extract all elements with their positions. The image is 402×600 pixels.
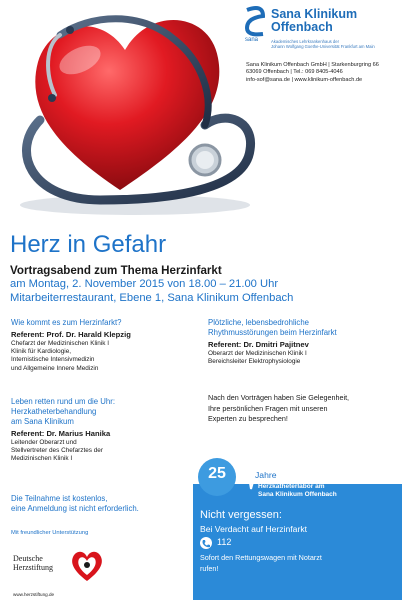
- emergency-number: 112: [217, 537, 232, 547]
- event-subtitle: Vortragsabend zum Thema Herzinfarkt: [10, 264, 222, 277]
- talk-roles: Oberarzt der Medizinischen Klinik I Bereichsleiter Elektrophysiologie: [208, 350, 307, 366]
- talk-roles: Chefarzt der Medizinischen Klinik I Klinik für Kardiologie, Internistische Intensivmedizin und Allgemeine Innere Medizin: [11, 340, 110, 372]
- event-title: Herz in Gefahr: [10, 231, 167, 258]
- clinic-address: Sana Klinikum Offenbach GmbH | Starkenburgring 66 63069 Offenbach | Tel.: 069 8405-4046 info-sof@sana.de | www.klinikum-offenbach.de: [246, 62, 379, 83]
- event-date: am Montag, 2. November 2015 von 18.00 – 21.00 Uhr: [10, 278, 279, 290]
- talk-3: [208, 318, 398, 366]
- talk-2: [11, 397, 191, 464]
- herzstiftung-url: www.herzstiftung.de: [13, 592, 55, 597]
- herzstiftung-name: Deutsche Herzstiftung: [13, 554, 53, 572]
- event-location: Mitarbeiterrestaurant, Ebene 1, Sana Klinikum Offenbach: [10, 292, 294, 304]
- support-label: Mit freundlicher Unterstützung: [11, 530, 89, 536]
- svg-text:sana: sana: [245, 37, 259, 42]
- herzstiftung-logo: [13, 548, 133, 596]
- talk-title: Leben retten rund um die Uhr: Herzkatheterbehandlung am Sana Klinikum: [11, 397, 116, 426]
- anniversary-word: Jahre: [255, 470, 277, 480]
- phone-icon: [200, 537, 212, 549]
- sana-mark-icon: [243, 6, 267, 42]
- talk-1: [11, 318, 191, 373]
- questions-note: Nach den Vorträgen haben Sie Gelegenheit, Ihre persönlichen Fragen mit unseren Experten zu besprechen!: [208, 393, 350, 423]
- clinic-name: Sana Klinikum Offenbach: [271, 7, 358, 34]
- anniversary-number: 25: [208, 465, 226, 482]
- talk-speaker: Referent: Dr. Marius Hanika: [11, 429, 111, 438]
- reminder-heading: Nicht vergessen:: [200, 509, 282, 521]
- clinic-affiliation: Akademisches Lehrkrankenhaus der Johann Wolfgang Goethe-Universität Frankfurt am Main: [271, 39, 375, 49]
- anniversary-lab: Herzkatheterlabor am Sana Klinikum Offenbach: [258, 483, 337, 498]
- free-admission-note: Die Teilnahme ist kostenlos, eine Anmeldung ist nicht erforderlich.: [11, 494, 139, 513]
- talk-title: Plötzliche, lebensbedrohliche Rhythmusstörungen beim Herzinfarkt: [208, 318, 337, 337]
- heart-stethoscope-image: [0, 0, 260, 222]
- talk-speaker: Referent: Prof. Dr. Harald Klepzig: [11, 330, 131, 339]
- talk-roles: Leitender Oberarzt und Stellvertreter des Chefarztes der Medizinischen Klinik I: [11, 439, 103, 463]
- heart-icon: [69, 548, 105, 584]
- reminder-action: Sofort den Rettungswagen mit Notarzt rufen!: [200, 553, 322, 573]
- reminder-line: Bei Verdacht auf Herzinfarkt: [200, 524, 307, 534]
- talk-title: Wie kommt es zum Herzinfarkt?: [11, 318, 122, 327]
- talk-speaker: Referent: Dr. Dmitri Pajitnev: [208, 340, 309, 349]
